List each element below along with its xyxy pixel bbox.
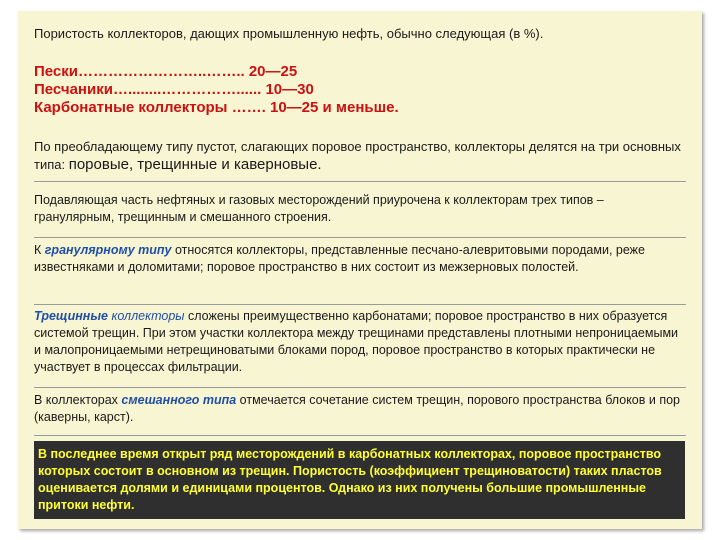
term-mixed: смешанного типа [121, 393, 237, 407]
types-text: По преобладающему типу пустот, слагающих поровое пространство, коллекторы делятся на три основных типа: [34, 139, 681, 172]
paragraph-fractured [34, 308, 686, 376]
types-list: поровые, трещинные и каверновые. [68, 156, 322, 173]
paragraph-mixed [34, 392, 686, 426]
divider [34, 237, 686, 238]
divider [34, 304, 686, 305]
porosity-list [34, 63, 399, 117]
slide [18, 11, 702, 529]
types-paragraph [34, 138, 689, 174]
text: сложены преимущественно карбонатами; поровое пространство в них образуется системой трещин. При этом участки коллектора между трещинами представлены плотными непроницаемыми и малопроницаемыми нетрещиноватыми блоками пород, поровое пространство в которых практически не участвует в процессах фильтрации. [34, 309, 679, 374]
divider [34, 387, 686, 388]
text: В коллекторах [34, 393, 122, 407]
row-sandstone [34, 81, 399, 99]
row-label: Пески……………………..…….. [34, 63, 249, 80]
intro-text: Пористость коллекторов, дающих промышленную нефть, обычно следующая (в %). [34, 26, 544, 41]
text: К [34, 243, 45, 257]
row-value: 20—25 [248, 63, 298, 80]
divider [34, 435, 686, 436]
term-fractured: Трещинные [34, 309, 108, 323]
row-value: 10—25 и меньше. [270, 99, 399, 116]
row-label: Песчаники…........……………...... [34, 81, 266, 98]
highlight-box: В последнее время открыт ряд месторождений в карбонатных коллекторах, поровое пространство которых состоит в основном из трещин. Пористость (коэффициент трещиноватости) таких пластов оценивается долями и единицами процентов. Однако из них получены большие промышленные притоки нефти. [34, 441, 685, 519]
paragraph-deposits: Подавляющая часть нефтяных и газовых месторождений приурочена к коллекторам трех типов – гранулярным, трещинным и смешанного строения. [34, 193, 604, 224]
term-granular: гранулярному типу [44, 243, 172, 257]
row-sand [34, 63, 399, 81]
row-value: 10—30 [265, 81, 314, 98]
text: отмечается сочетание систем трещин, порового пространства блоков и пор (каверны, карст). [34, 393, 680, 424]
term-collectors: коллекторы [107, 309, 185, 323]
divider [34, 181, 686, 182]
paragraph-granular [34, 242, 686, 276]
text: относятся коллекторы, представленные песчано-алевритовыми породами, реже известняками и доломитами; поровое пространство в них состоит из межзерновых полостей. [34, 243, 645, 274]
row-label: Карбонатные коллекторы ……. [34, 99, 270, 116]
row-carbonate [34, 99, 399, 117]
